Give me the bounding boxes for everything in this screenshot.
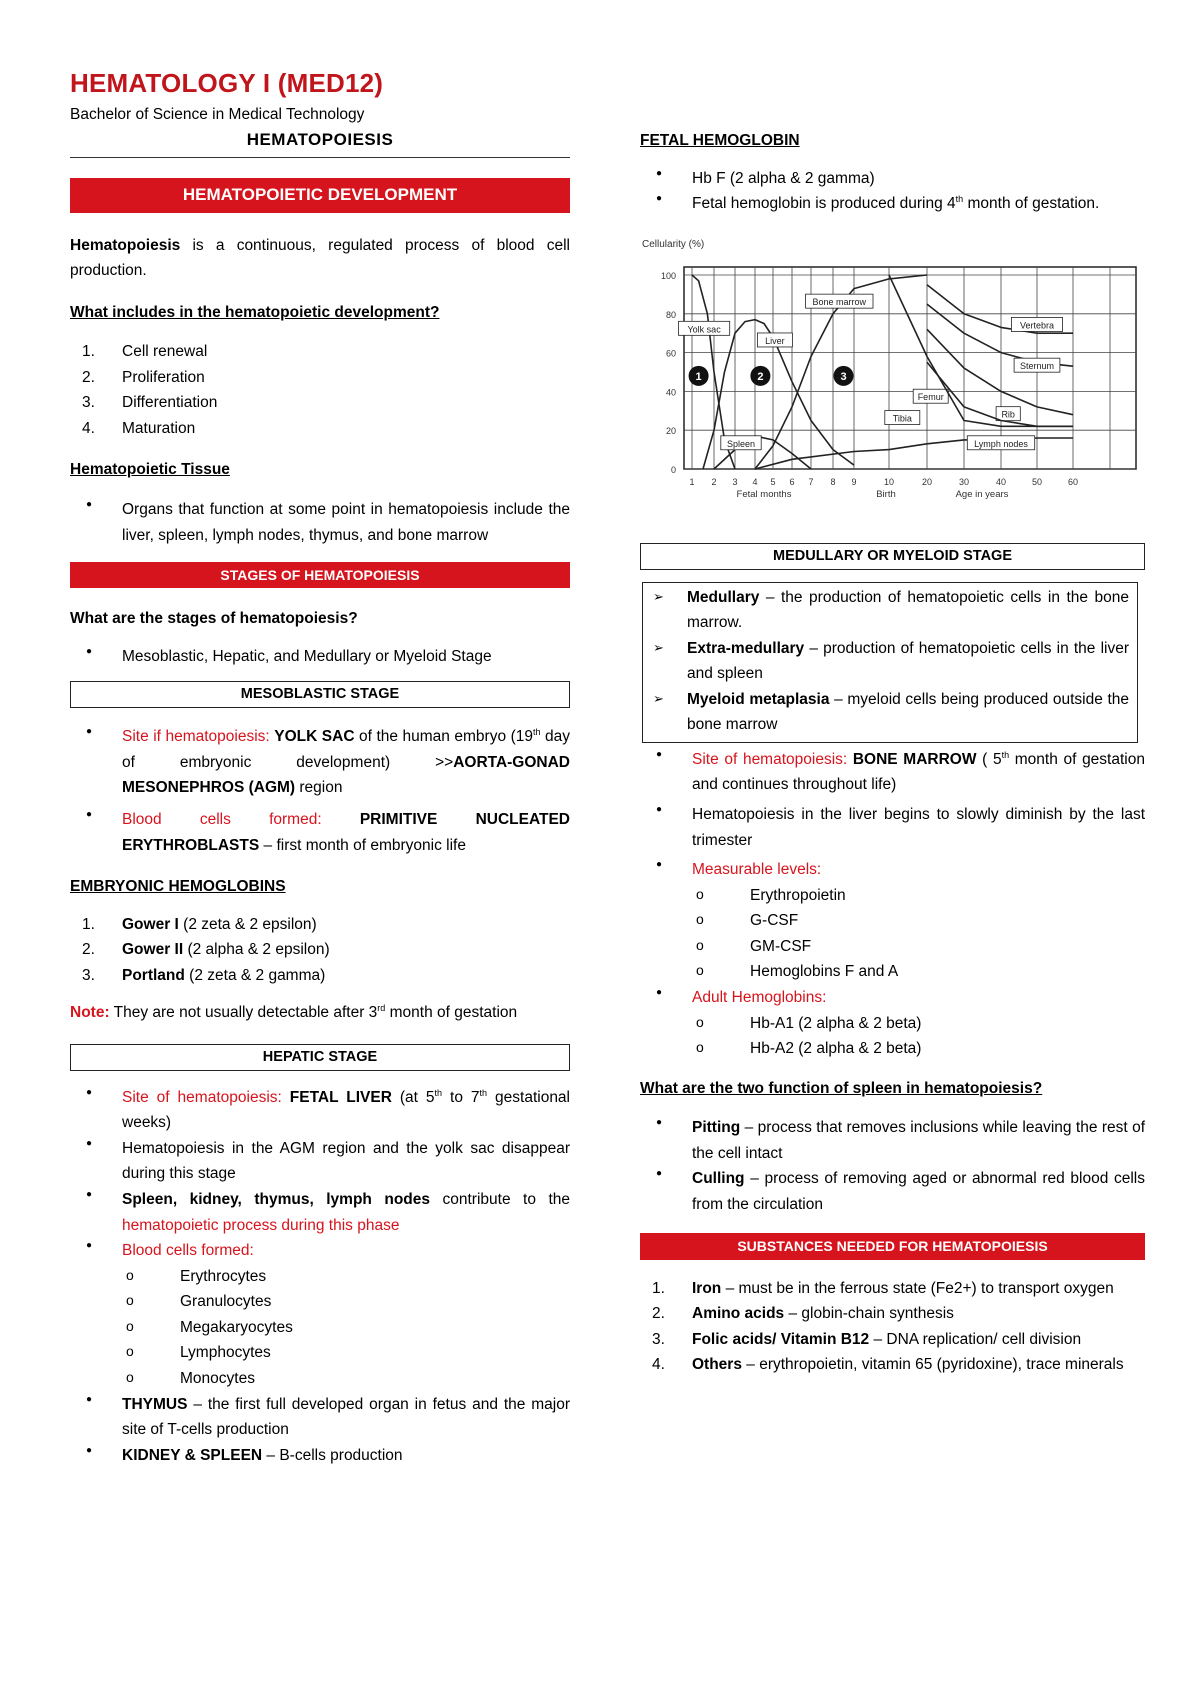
y-tick-label: 0 <box>670 464 676 475</box>
list-item: 2. Amino acids – globin-chain synthesis <box>652 1305 954 1323</box>
list-item: ● KIDNEY & SPLEEN – B-cells production <box>70 1443 570 1469</box>
list-item: o Hb-A2 (2 alpha & 2 beta) <box>696 1039 922 1058</box>
adult-hemoglobins-list <box>692 1011 1145 1062</box>
list-item: 3. Portland (2 zeta & 2 gamma) <box>82 966 326 984</box>
mesoblastic-heading: MESOBLASTIC STAGE <box>70 681 570 708</box>
list-item: ● Hematopoiesis in the AGM region and the yolk sac disappear during this stage <box>70 1136 570 1187</box>
list-item: ● Culling – process of removing aged or abnormal red blood cells from the circulation <box>640 1166 1145 1217</box>
list-item: ● Hb F (2 alpha & 2 gamma) <box>640 166 1145 192</box>
document-title: HEMATOLOGY I (MED12) <box>70 68 384 98</box>
medullary-list <box>640 747 1145 1062</box>
list-item: ● THYMUS – the first full developed organ in fetus and the major site of T-cells production <box>70 1392 570 1443</box>
x-tick-label: 40 <box>995 476 1007 487</box>
list-item: ● Pitting – process that removes inclusions while leaving the rest of the cell intact <box>640 1115 1145 1166</box>
embryonic-note: Note: They are not usually detectable after 3rd month of gestation <box>70 1003 518 1022</box>
list-item: 4. Others – erythropoietin, vitamin 65 (pyridoxine), trace minerals <box>652 1356 1124 1374</box>
fetal-list <box>640 166 1145 217</box>
document-subtitle: Bachelor of Science in Medical Technology <box>70 106 365 124</box>
list-item: ● Fetal hemoglobin is produced during 4th month of gestation. <box>640 191 1145 217</box>
series-label: Rib <box>1001 409 1015 420</box>
list-item: ● Blood cells formed: PRIMITIVE NUCLEATED ERYTHROBLASTS – first month of embryonic life <box>70 807 570 858</box>
list-item: ➢ Medullary – the production of hematopoietic cells in the bone marrow. <box>653 588 1129 632</box>
list-item: ➢ Myeloid metaplasia – myeloid cells being produced outside the bone marrow <box>653 690 1129 734</box>
x-tick-label: 30 <box>958 476 970 487</box>
stages-list <box>70 644 570 670</box>
embryonic-heading: EMBRYONIC HEMOGLOBINS <box>70 878 286 896</box>
list-item: ● Organs that function at some point in hematopoiesis include the liver, spleen, lymph nodes, thymus, and bone marrow <box>70 497 570 548</box>
x-axis-label-birth: Birth <box>876 488 896 500</box>
spleen-list <box>640 1115 1145 1217</box>
series-label: Liver <box>765 335 785 346</box>
hepatic-heading: HEPATIC STAGE <box>70 1044 570 1071</box>
list-item: o G-CSF <box>696 911 799 930</box>
x-tick-label: 10 <box>883 476 895 487</box>
series-label: Sternum <box>1019 360 1055 371</box>
tissue-list <box>70 497 570 548</box>
list-item: ● Hematopoiesis in the liver begins to slowly diminish by the last trimester <box>640 802 1145 853</box>
list-item: ● Blood cells formed: o Erythrocytes o Granulocytes o Megakaryocytes o Lymphocytes o Monocytes <box>70 1238 570 1391</box>
y-tick-label: 20 <box>665 425 676 436</box>
x-tick-label: 3 <box>732 476 738 487</box>
x-tick-label: 1 <box>689 476 695 487</box>
list-item: ● Measurable levels: o Erythropoietin o G-CSF o GM-CSF o Hemoglobins F and A <box>640 857 1145 985</box>
series-label: Femur <box>917 391 944 402</box>
x-tick-label: 4 <box>752 476 758 487</box>
series-label: Tibia <box>892 413 912 424</box>
embryonic-list <box>70 912 570 989</box>
list-item: ● Mesoblastic, Hepatic, and Medullary or Myeloid Stage <box>70 644 570 670</box>
hematopoiesis-definition: Hematopoiesis is a continuous, regulated process of blood cell production. <box>70 236 570 280</box>
stages-question: What are the stages of hematopoiesis? <box>70 610 358 628</box>
list-item: o GM-CSF <box>696 936 812 955</box>
medullary-heading: MEDULLARY OR MYELOID STAGE <box>640 543 1145 570</box>
list-item: o Erythropoietin <box>696 885 846 904</box>
left-column <box>70 68 570 1468</box>
list-item: ➢ Extra-medullary – production of hematopoietic cells in the liver and spleen <box>653 639 1129 683</box>
medullary-definitions <box>643 585 1129 738</box>
topic-heading: HEMATOPOIESIS <box>70 129 570 158</box>
list-item: ● Site if hematopoiesis: YOLK SAC of the human embryo (19th day of embryonic development) >>AORTA-GONAD MESONEPHROS (AGM) region <box>70 724 570 801</box>
list-item: 3. Differentiation <box>82 394 218 412</box>
list-item: o Monocytes <box>126 1368 255 1387</box>
x-tick-label: 9 <box>851 476 857 487</box>
y-tick-label: 40 <box>665 387 676 398</box>
fetal-heading: FETAL HEMOGLOBIN <box>640 132 800 149</box>
series-label: Bone marrow <box>812 296 867 307</box>
substances-list <box>640 1276 1145 1378</box>
list-item: 1. Cell renewal <box>82 343 208 361</box>
hepatic-cells-list <box>122 1264 570 1392</box>
x-axis-label-age: Age in years <box>955 488 1009 500</box>
development-heading: HEMATOPOIETIC DEVELOPMENT <box>70 178 570 212</box>
x-tick-label: 7 <box>808 476 814 487</box>
series-label: Lymph nodes <box>974 438 1028 449</box>
mesoblastic-list <box>70 724 570 858</box>
measurable-list <box>692 883 1145 985</box>
series-label: Vertebra <box>1019 320 1055 331</box>
list-item: o Lymphocytes <box>126 1343 271 1362</box>
y-tick-label: 60 <box>665 348 676 359</box>
x-tick-label: 8 <box>830 476 836 487</box>
y-axis-label: Cellularity (%) <box>642 238 705 250</box>
substances-heading: SUBSTANCES NEEDED FOR HEMATOPOIESIS <box>640 1233 1145 1259</box>
medullary-definitions-box <box>642 582 1138 743</box>
list-item: 3. Folic acids/ Vitamin B12 – DNA replication/ cell division <box>652 1330 1082 1348</box>
x-axis-label-fetal: Fetal months <box>736 488 792 500</box>
list-item: o Hemoglobins F and A <box>696 962 899 981</box>
list-item: ● Spleen, kidney, thymus, lymph nodes contribute to the hematopoietic process during this phase <box>70 1187 570 1238</box>
cellularity-chart <box>640 233 1145 533</box>
list-item: 1. Gower I (2 zeta & 2 epsilon) <box>82 915 317 933</box>
spleen-question: What are the two function of spleen in hematopoiesis? <box>640 1079 1043 1097</box>
stage-marker-label: 2 <box>757 370 764 383</box>
series-label: Yolk sac <box>687 324 721 335</box>
x-tick-label: 60 <box>1067 476 1079 487</box>
list-item: o Erythrocytes <box>126 1266 267 1285</box>
hepatic-list <box>70 1085 570 1468</box>
list-item: o Hb-A1 (2 alpha & 2 beta) <box>696 1013 922 1032</box>
x-tick-label: 50 <box>1031 476 1043 487</box>
list-item: o Granulocytes <box>126 1292 272 1311</box>
stages-heading: STAGES OF HEMATOPOIESIS <box>70 562 570 588</box>
x-tick-label: 6 <box>789 476 795 487</box>
tissue-heading: Hematopoietic Tissue <box>70 461 230 479</box>
list-item: 4. Maturation <box>82 419 196 437</box>
list-item: ● Site of hematopoiesis: BONE MARROW ( 5th month of gestation and continues throughout life) <box>640 747 1145 798</box>
stage-marker-label: 1 <box>695 370 702 383</box>
list-item: 1. Iron – must be in the ferrous state (Fe2+) to transport oxygen <box>652 1279 1114 1297</box>
list-item: 2. Proliferation <box>82 368 205 386</box>
x-tick-label: 2 <box>711 476 717 487</box>
list-item: o Megakaryocytes <box>126 1317 293 1336</box>
x-tick-label: 20 <box>921 476 933 487</box>
list-item: ● Adult Hemoglobins: o Hb-A1 (2 alpha & 2 beta) o Hb-A2 (2 alpha & 2 beta) <box>640 985 1145 1062</box>
x-tick-label: 5 <box>770 476 776 487</box>
stage-marker-label: 3 <box>840 370 847 383</box>
right-column <box>640 128 1145 1378</box>
development-question: What includes in the hematopoietic development? <box>70 303 440 321</box>
y-tick-label: 80 <box>665 309 676 320</box>
development-list <box>70 339 570 441</box>
list-item: ● Site of hematopoiesis: FETAL LIVER (at 5th to 7th gestational weeks) <box>70 1085 570 1136</box>
y-tick-label: 100 <box>660 270 676 281</box>
series-label: Spleen <box>726 438 756 449</box>
list-item: 2. Gower II (2 alpha & 2 epsilon) <box>82 941 330 959</box>
